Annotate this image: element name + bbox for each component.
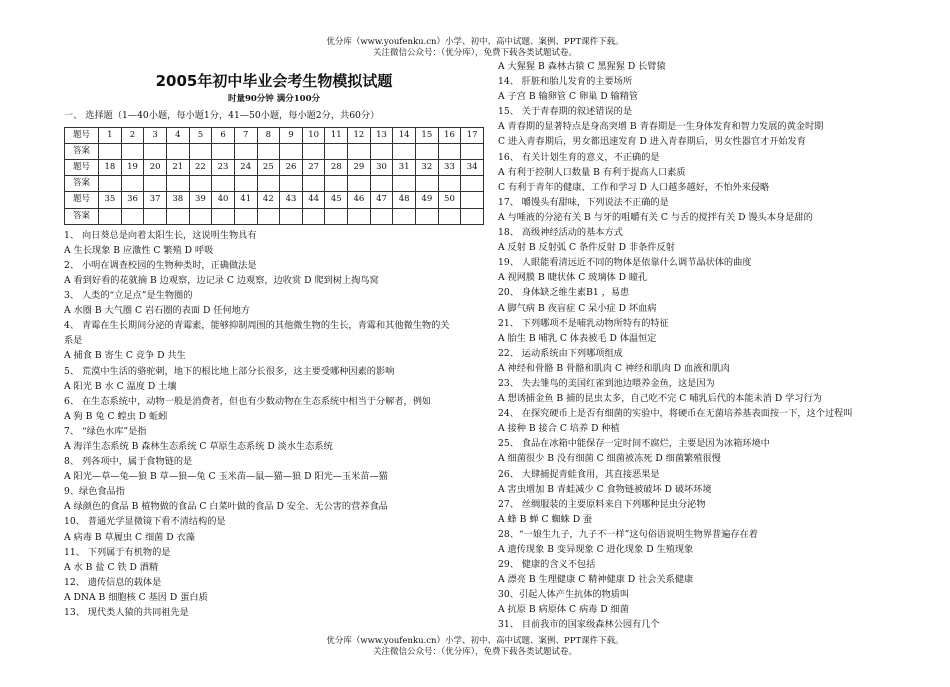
question-number-cell: 9 (280, 128, 303, 144)
answer-row (65, 176, 484, 192)
question-number-cell: 27 (302, 160, 325, 176)
answer-cell[interactable] (393, 208, 416, 224)
question-number-cell: 32 (416, 160, 439, 176)
answer-label: 答案 (65, 208, 99, 224)
question-number-label: 题号 (65, 128, 99, 144)
question-number-cell: 49 (416, 192, 439, 208)
answer-cell[interactable] (189, 144, 212, 160)
header-line-2: 关注微信公众号：（优分库），免费下载各类试题试卷。 (372, 48, 577, 58)
question-number-cell: 28 (325, 160, 348, 176)
question-number-row (65, 128, 484, 144)
question-number-cell: 6 (212, 128, 235, 144)
question-number-cell: 31 (393, 160, 416, 176)
answer-cell[interactable] (280, 144, 303, 160)
question-number-cell: 40 (212, 192, 235, 208)
question-line: A 脚气病 B 夜盲症 C 呆小症 D 坏血病 (498, 302, 657, 314)
answer-cell[interactable] (325, 176, 348, 192)
answer-cell[interactable] (234, 144, 257, 160)
question-line: A DNA B 细胞核 C 基因 D 蛋白质 (64, 591, 208, 603)
left-questions (64, 228, 484, 620)
question-number-cell: 33 (438, 160, 461, 176)
question-number-cell: 37 (144, 192, 167, 208)
answer-cell[interactable] (257, 144, 280, 160)
question-line: 20、 身体缺乏维生素B1 ，易患 (498, 287, 630, 299)
question-line: 15、 关于青春期的叙述错误的是 (498, 106, 633, 118)
question-number-cell: 19 (121, 160, 144, 176)
question-number-cell: 20 (144, 160, 167, 176)
question-number-cell: 29 (348, 160, 371, 176)
answer-cell[interactable] (461, 176, 484, 192)
question-number-cell: 41 (234, 192, 257, 208)
answer-cell[interactable] (302, 208, 325, 224)
question-line: A 细菌很少 B 没有细菌 C 细菌被冻死 D 细菌繁殖很慢 (498, 453, 721, 465)
question-number-cell: 48 (393, 192, 416, 208)
question-number-cell: 15 (416, 128, 439, 144)
question-number-cell: 47 (370, 192, 393, 208)
answer-cell[interactable] (416, 144, 439, 160)
question-number-cell: 18 (99, 160, 122, 176)
question-line: 2、 小明在调查校园的生物种类时，正确做法是 (64, 259, 257, 271)
question-line: 系是 (64, 335, 83, 347)
answer-cell[interactable] (280, 208, 303, 224)
answer-cell[interactable] (438, 176, 461, 192)
answer-cell[interactable] (144, 208, 167, 224)
question-line: A 视网膜 B 睫状体 C 玻璃体 D 瞳孔 (498, 272, 648, 284)
question-number-cell: 16 (438, 128, 461, 144)
answer-cell[interactable] (234, 176, 257, 192)
question-line: A 绿颜色的食品 B 植物做的食品 C 白菜叶做的食品 D 安全、无公害的营养食品 (64, 501, 388, 513)
question-line: A 神经和骨骼 B 骨骼和肌肉 C 神经和肌肉 D 血液和肌肉 (498, 362, 730, 374)
answer-cell[interactable] (348, 208, 371, 224)
question-line: A 接种 B 接合 C 培养 D 种植 (498, 423, 620, 435)
question-number-cell: 43 (280, 192, 303, 208)
answer-cell[interactable] (189, 176, 212, 192)
question-line: A 胎生 B 哺乳 C 体表被毛 D 体温恒定 (498, 332, 657, 344)
question-line: 14、 肝脏和胎儿发育的主要场所 (498, 76, 633, 88)
question-line: A 青春期的显著特点是身高突增 B 青春期是一生身体发育和智力发展的黄金时期 (498, 121, 824, 133)
question-line: 3、 人类的“立足点”是生物圈的 (64, 290, 193, 302)
question-number-cell: 5 (189, 128, 212, 144)
question-line: 8、 列各项中，属于食物链的是 (64, 456, 193, 468)
question-number-cell: 39 (189, 192, 212, 208)
question-line: 13、 现代类人猿的共同祖先是 (64, 607, 189, 618)
question-line: A 漂亮 B 生理健康 C 精神健康 D 社会关系健康 (498, 574, 694, 586)
question-number-cell: 23 (212, 160, 235, 176)
question-number-cell: 8 (257, 128, 280, 144)
question-number-cell: 14 (393, 128, 416, 144)
question-number-cell: 38 (166, 192, 189, 208)
answer-row (65, 208, 484, 224)
answer-table (64, 127, 484, 225)
question-number-cell: 22 (189, 160, 212, 176)
answer-label: 答案 (65, 144, 99, 160)
question-number-cell: 13 (370, 128, 393, 144)
question-line: 7、 “绿色水库”是指 (64, 425, 147, 437)
answer-cell[interactable] (438, 144, 461, 160)
question-line: 18、 高级神经活动的基本方式 (498, 227, 623, 239)
question-line: C 进入青春期后，男女都迅速发育 D 进入青春期后，男女性器官才开始发育 (498, 136, 806, 148)
question-line: A 看到好看的花就摘 B 边观察，边记录 C 边观察，边收赏 D 爬到树上掏鸟窝 (64, 274, 379, 286)
answer-cell[interactable] (461, 208, 484, 224)
answer-cell[interactable] (234, 208, 257, 224)
question-line: 6、 在生态系统中，动物一般是消费者，但也有少数动物在生态系统中相当于分解者，例如 (64, 395, 432, 407)
question-line: 30、引起人体产生抗体的物质叫 (498, 589, 630, 601)
question-line: 11、 下列属于有机物的是 (64, 546, 171, 558)
answer-cell[interactable] (416, 208, 439, 224)
footer-line-1: 优分库（www.youfenku.cn）小学、初中、高中试题、案例、PPT课件下载。 (326, 636, 624, 646)
question-line: A 水圈 B 大气圈 C 岩石圈的表面 D 任何地方 (64, 305, 251, 317)
question-line: 16、 有关计划生育的意义，不正确的是 (498, 151, 660, 163)
answer-cell[interactable] (189, 208, 212, 224)
question-line: C 有利于青年的健康、工作和学习 D 人口越多越好，不怕外来侵略 (498, 181, 770, 193)
footer-line-2: 关注微信公众号：（优分库），免费下载各类试题试卷。 (372, 647, 577, 657)
question-line: 9、绿色食品指 (64, 486, 125, 498)
question-line: 28、“一娘生九子，九子不一样”这句俗语说明生物界普遍存在着 (498, 528, 758, 540)
question-line: A 海洋生态系统 B 森林生态系统 C 草原生态系统 D 淡水生态系统 (64, 440, 333, 452)
answer-cell[interactable] (121, 208, 144, 224)
question-line: 22、 运动系统由下列哪项组成 (498, 347, 623, 359)
question-line: A 想诱捕金鱼 B 捕的昆虫太多，自己吃不完 C 哺乳后代的本能未消 D 学习行为 (498, 393, 822, 405)
answer-cell[interactable] (348, 176, 371, 192)
section-heading: 一、 选择题（1—40小题，每小题1分，41—50小题，每小题2分，共60分） (64, 110, 380, 121)
answer-cell[interactable] (370, 208, 393, 224)
question-line: 24、 在探究硬币上是否有细菌的实验中，将硬币在无菌培养基表面按一下，这个过程叫 (498, 408, 853, 420)
question-number-row (65, 192, 484, 208)
question-number-row (65, 160, 484, 176)
question-number-cell: 2 (121, 128, 144, 144)
question-number-cell: 12 (348, 128, 371, 144)
page-footer (0, 636, 950, 658)
answer-cell[interactable] (393, 176, 416, 192)
answer-cell[interactable] (348, 144, 371, 160)
question-line: A 生长现象 B 应激性 C 繁殖 D 呼吸 (64, 244, 214, 256)
question-number-label: 题号 (65, 160, 99, 176)
question-number-cell: 1 (99, 128, 122, 144)
question-number-cell: 25 (257, 160, 280, 176)
question-number-cell: 3 (144, 128, 167, 144)
question-number-cell: 4 (166, 128, 189, 144)
answer-cell[interactable] (416, 176, 439, 192)
question-number-cell: 7 (234, 128, 257, 144)
question-line: A 病毒 B 草履虫 C 细菌 D 衣藻 (64, 531, 195, 543)
question-number-cell: 35 (99, 192, 122, 208)
answer-cell[interactable] (166, 208, 189, 224)
question-number-cell: 50 (438, 192, 461, 208)
answer-cell[interactable] (325, 208, 348, 224)
answer-cell[interactable] (99, 208, 122, 224)
question-number-cell: 34 (461, 160, 484, 176)
question-line: 23、 失去雏鸟的美国红雀到池边喂养金鱼，这是因为 (498, 377, 715, 389)
question-line: 19、 人眼能看清远近不同的物体是依靠什么调节晶状体的曲度 (498, 257, 752, 269)
answer-cell[interactable] (99, 144, 122, 160)
answer-cell[interactable] (166, 176, 189, 192)
question-number-cell: 30 (370, 160, 393, 176)
question-number-cell: 44 (302, 192, 325, 208)
left-column (64, 70, 484, 620)
right-column (498, 59, 918, 633)
question-line: A 蜂 B 蝉 C 蜘蛛 D 蚕 (498, 513, 593, 525)
answer-cell[interactable] (144, 176, 167, 192)
question-line: 25、 食品在冰箱中能保存一定时间不腐烂，主要是因为冰箱环境中 (498, 438, 770, 450)
question-line: A 害虫增加 B 青蛙减少 C 食物链被破坏 D 破坏环境 (498, 483, 712, 495)
question-number-cell: 42 (257, 192, 280, 208)
question-line: A 遗传现象 B 变异现象 C 进化现象 D 生殖现象 (498, 544, 694, 555)
answer-cell[interactable] (166, 144, 189, 160)
header-line-1: 优分库（www.youfenku.cn）小学、初中、高中试题、案例、PPT课件下载。 (326, 37, 624, 47)
question-number-cell: 10 (302, 128, 325, 144)
question-line: 27、 丝绸服装的主要原料来自下列哪种昆虫分泌物 (498, 498, 706, 510)
question-line: 4、 青霉在生长期间分泌的青霉素，能够抑制周围的其他微生物的生长，青霉和其他微生物的关 (64, 320, 450, 332)
question-line: 1、 向日葵总是向着太阳生长，这说明生物具有 (64, 229, 257, 241)
question-number-cell: 45 (325, 192, 348, 208)
answer-cell[interactable] (257, 208, 280, 224)
question-number-cell: 26 (280, 160, 303, 176)
answer-cell[interactable] (370, 144, 393, 160)
answer-cell[interactable] (325, 144, 348, 160)
exam-title: 2005年初中毕业会考生物模拟试题 (155, 72, 393, 90)
question-line: A 阳光—草—兔—狼 B 草—狼—兔 C 玉米苗—鼠—猫—狼 D 阳光—玉米苗—猫 (64, 471, 388, 483)
question-line: A 水 B 盐 C 铁 D 酒精 (64, 561, 159, 573)
question-line: A 有利于控制人口数量 B 有利于提高人口素质 (498, 166, 686, 178)
question-line: A 抗原 B 病原体 C 病毒 D 细菌 (498, 604, 629, 616)
page-header (0, 37, 950, 59)
question-line: 29、 健康的含义不包括 (498, 559, 596, 571)
question-number-cell: 21 (166, 160, 189, 176)
answer-cell[interactable] (99, 176, 122, 192)
question-line: 17、 嚼馒头有甜味，下列说法不正确的是 (498, 196, 669, 208)
answer-cell[interactable] (212, 176, 235, 192)
question-line: 31、 目前我市的国家级森林公园有几个 (498, 619, 660, 631)
question-line: 21、 下列哪项不是哺乳动物所特有的特征 (498, 317, 669, 329)
answer-cell[interactable] (144, 144, 167, 160)
answer-cell[interactable] (212, 208, 235, 224)
answer-cell[interactable] (212, 144, 235, 160)
question-line: 10、 普通光学显微镜下看不清结构的是 (64, 516, 226, 528)
question-line: A 狗 B 兔 C 蝗虫 D 蚯蚓 (64, 410, 168, 422)
answer-cell[interactable] (302, 144, 325, 160)
question-line: A 子宫 B 输卵管 C 卵巢 D 输精管 (498, 91, 639, 103)
question-line: 5、 荒漠中生活的骆驼刺，地下的根比地上部分长很多，这主要受哪种因素的影响 (64, 365, 395, 377)
question-line: A 阳光 B 水 C 温度 D 土壤 (64, 380, 177, 392)
right-questions (498, 59, 918, 633)
answer-cell[interactable] (302, 176, 325, 192)
answer-cell[interactable] (438, 208, 461, 224)
answer-cell[interactable] (121, 176, 144, 192)
answer-cell[interactable] (370, 176, 393, 192)
question-number-cell: 17 (461, 128, 484, 144)
answer-label: 答案 (65, 176, 99, 192)
question-line: A 与唾液的分泌有关 B 与牙的咀嚼有关 C 与舌的搅拌有关 D 馒头本身是甜的 (498, 211, 813, 223)
exam-subtitle: 时量90分钟 满分100分 (227, 94, 321, 104)
question-number-cell (461, 192, 484, 208)
answer-cell[interactable] (461, 144, 484, 160)
question-line: A 捕食 B 寄生 C 竞争 D 共生 (64, 350, 186, 362)
question-line: A 大猩猩 B 森林古猿 C 黑猩猩 D 长臂猿 (498, 61, 666, 72)
question-number-cell: 11 (325, 128, 348, 144)
question-number-cell: 24 (234, 160, 257, 176)
question-number-cell: 36 (121, 192, 144, 208)
answer-cell[interactable] (393, 144, 416, 160)
question-line: 12、 遗传信息的载体是 (64, 576, 162, 588)
answer-row (65, 144, 484, 160)
answer-cell[interactable] (121, 144, 144, 160)
question-number-cell: 46 (348, 192, 371, 208)
question-line: 26、 大肆捕捉青蛙食用，其直接恶果是 (498, 468, 660, 480)
answer-cell[interactable] (280, 176, 303, 192)
question-line: A 反射 B 反射弧 C 条件反射 D 非条件反射 (498, 242, 675, 254)
question-number-label: 题号 (65, 192, 99, 208)
answer-cell[interactable] (257, 176, 280, 192)
